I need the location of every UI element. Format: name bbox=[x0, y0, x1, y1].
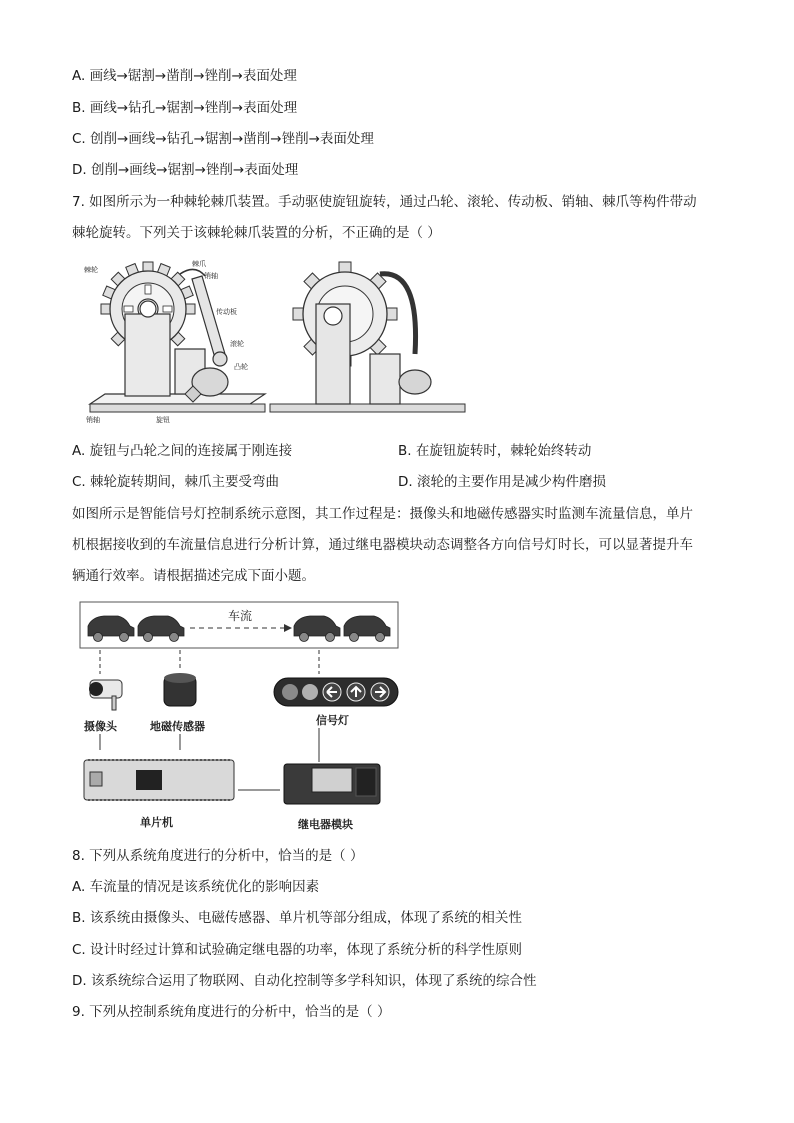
q8-stem: 8. 下列从系统角度进行的分析中，恰当的是（ ） bbox=[72, 848, 364, 864]
label-pawl: 棘爪 bbox=[192, 260, 206, 268]
sensor-label: 地磁传感器 bbox=[150, 720, 205, 733]
q8-option-c: C. 设计时经过计算和试验确定继电器的功率，体现了系统分析的科学性原则 bbox=[72, 942, 523, 958]
q8-option-a: A. 车流量的情况是该系统优化的影响因素 bbox=[72, 879, 320, 895]
q8-option-d: D. 该系统综合运用了物联网、自动化控制等多学科知识，体现了系统的综合性 bbox=[72, 973, 537, 989]
intro-line1: 如图所示是智能信号灯控制系统示意图，其工作过程是：摄像头和地磁传感器实时监测车流量信息，单片 bbox=[72, 506, 693, 522]
signal-light-icon bbox=[274, 678, 398, 706]
ratchet-pawl-figure bbox=[80, 254, 480, 424]
q6-option-b: B. 画线→钻孔→锯割→锉削→表面处理 bbox=[72, 100, 298, 116]
label-drive-plate: 传动板 bbox=[216, 308, 237, 316]
q7-option-a: A. 旋钮与凸轮之间的连接属于刚连接 bbox=[72, 443, 293, 459]
mcu-board-icon bbox=[84, 760, 234, 800]
camera-label: 摄像头 bbox=[84, 720, 117, 733]
intro-line2: 机根据接收到的车流量信息进行分析计算，通过继电器模块动态调整各方向信号灯时长，可以显著提升车 bbox=[72, 537, 693, 553]
ratchet-right-device bbox=[270, 262, 465, 412]
q8-option-b: B. 该系统由摄像头、电磁传感器、单片机等部分组成，体现了系统的相关性 bbox=[72, 910, 522, 926]
q7-option-b: B. 在旋钮旋转时，棘轮始终转动 bbox=[398, 443, 592, 459]
label-knob: 旋钮 bbox=[156, 416, 170, 424]
q7-option-d: D. 滚轮的主要作用是减少构件磨损 bbox=[398, 474, 606, 490]
mcu-label: 单片机 bbox=[140, 816, 173, 829]
intro-line3: 辆通行效率。请根据描述完成下面小题。 bbox=[72, 568, 315, 584]
label-pin-top: 销轴 bbox=[204, 272, 218, 280]
flow-label: 车流 bbox=[228, 609, 253, 623]
relay-label: 继电器模块 bbox=[298, 818, 353, 831]
q6-option-d: D. 创削→画线→锯割→锉削→表面处理 bbox=[72, 162, 299, 178]
q7-stem-line2: 棘轮旋转。下列关于该棘轮棘爪装置的分析，不正确的是（ ） bbox=[72, 225, 441, 241]
camera-icon bbox=[89, 680, 122, 710]
label-ratchet: 棘轮 bbox=[84, 266, 98, 274]
ratchet-left-device bbox=[84, 259, 265, 424]
q7-stem-line1: 7. 如图所示为一种棘轮棘爪装置。手动驱使旋钮旋转，通过凸轮、滚轮、传动板、销轴、棘爪等构件带动 bbox=[72, 194, 697, 210]
label-pin-bottom: 销轴 bbox=[86, 416, 100, 424]
q6-option-c: C. 创削→画线→钻孔→锯割→凿削→锉削→表面处理 bbox=[72, 131, 374, 147]
relay-module-icon bbox=[284, 764, 380, 804]
q7-option-c: C. 棘轮旋转期间，棘爪主要受弯曲 bbox=[72, 474, 280, 490]
q6-option-a: A. 画线→锯割→凿削→锉削→表面处理 bbox=[72, 68, 297, 84]
geomagnetic-sensor-icon bbox=[164, 673, 196, 706]
q9-stem: 9. 下列从控制系统角度进行的分析中，恰当的是（ ） bbox=[72, 1004, 391, 1020]
label-cam: 凸轮 bbox=[234, 363, 248, 371]
signal-light-label: 信号灯 bbox=[316, 714, 349, 727]
label-roller: 滚轮 bbox=[230, 340, 244, 348]
traffic-system-figure bbox=[76, 600, 406, 840]
